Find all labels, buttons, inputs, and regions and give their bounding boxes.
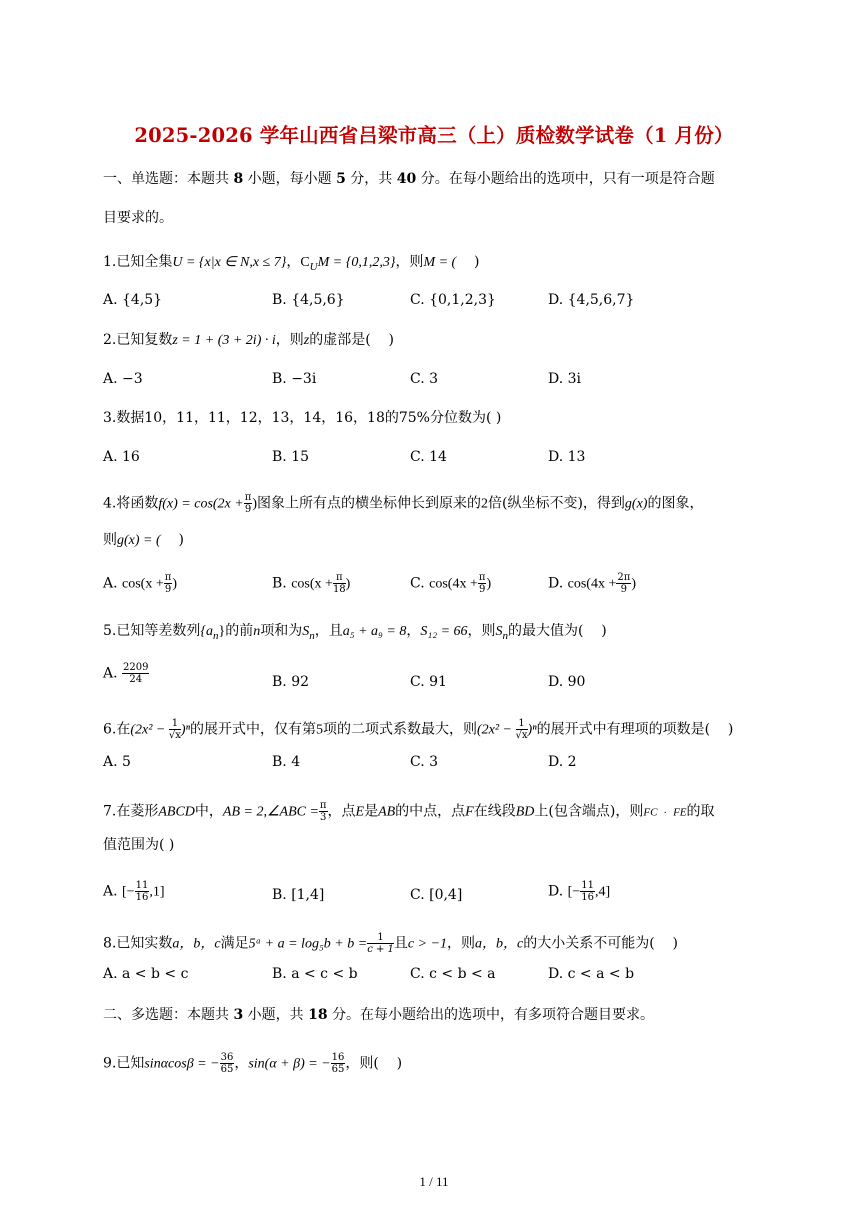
q5-S: S [302,624,310,639]
q9-frac-2-num: 16 [331,1052,345,1063]
q8-option-c: C. c < b < a [410,966,496,982]
q5-option-a [103,662,149,685]
q4-option-expr: cos(4x + [429,576,478,592]
q6-frac [516,718,528,741]
q8-option-b: B. a < c < b [272,966,358,982]
q4-text: 图象上所有点的横坐标伸长到原来的 [256,495,481,512]
q5-n: n [253,624,261,639]
q7-text: 上(包含端点)，则 [534,803,644,820]
q9-text: ， [234,1055,249,1072]
question-7-line2: 值范围为( ) [103,837,175,853]
q5-text: 的最大值为( ) [508,623,607,639]
q1-universal-set: U = {x|x ∈ N,x ≤ 7} [172,255,287,270]
q4-frac-den: 9 [244,504,252,515]
q1-option-d: D. {4,5,6,7} [548,292,635,308]
q7-option-frac-num: 11 [135,880,149,891]
q9-frac-2-den: 65 [331,1064,345,1075]
q7-text: 的取 [686,803,715,820]
q8-text: 且 [393,935,408,952]
q4-option-frac-num: π [478,572,486,583]
q5-option-frac [122,662,149,685]
q4-option-d [548,572,636,595]
q5-text: ，则 [467,623,496,639]
q2-option-d: D. 3i [548,371,582,387]
q2-option-c: C. 3 [410,371,439,387]
q7-text: 的中点，点 [395,803,466,820]
section2-text: 分。在每小题给出的选项中，有多项符合题目要求。 [327,1007,655,1023]
q7-text: 中， [194,803,223,820]
section1-text: 小题，每小题 [243,171,337,187]
q4-option-close: ) [486,576,492,592]
q5-text: 的前 [225,623,254,639]
q6-frac-den: √x [515,730,528,741]
q5-S-sub: n [502,629,509,642]
q9-condition-1: sinαcosβ = − [144,1056,220,1072]
section1-count: 8 [233,171,244,187]
section1-text: 一、单选题：本题共 [103,171,234,187]
q4-option-label: D. [548,575,568,592]
q3-option-a: A. 16 [103,449,140,465]
question-8 [103,932,678,955]
q6-expr-close: )ⁿ [527,722,537,738]
q7-dot: · [663,806,668,819]
q7-frac-den: 3 [320,812,327,823]
q4-option-frac-num: 2π [617,572,631,583]
q9-frac-1-den: 65 [220,1064,234,1075]
q7-option-frac-num: 11 [581,880,594,891]
q4-text: 倍(纵坐标不变)，得到 [487,495,625,512]
q2-text: ，则 [275,332,304,348]
q4-option-frac [333,572,346,595]
question-2 [103,330,394,351]
q1-option-b: B. {4,5,6} [272,292,345,308]
q8-frac-den: c + 1 [367,944,394,955]
q5-S-sub: n [309,629,315,642]
q4-g: g(x) [624,496,648,512]
q7-option-frac-den: 16 [135,892,149,903]
q4-option-c [410,572,491,595]
q7-vector-FE: FE [673,806,687,819]
q4-frac-num: π [244,492,252,503]
q1-option-a: A. {4,5} [103,292,163,308]
q6-option-a: A. 5 [103,754,131,770]
q5-option-b: B. 92 [272,674,310,690]
q3-option-c: C. 14 [410,449,447,465]
q6-option-d: D. 2 [548,754,577,770]
q7-condition: AB = 2,∠ABC = [222,804,319,820]
q8-option-a: A. a < b < c [103,966,189,982]
q4-option-frac-den: 9 [620,584,628,595]
section1-intro-line2: 目要求的。 [103,210,173,226]
q7-text: 是 [364,803,379,820]
q7-option-frac [580,880,595,903]
q4-option-expr: cos(x + [122,576,164,592]
q7-frac-num: π [319,800,327,811]
q4-text: 4.将函数 [103,495,159,512]
q7-option-label: D. [548,883,568,900]
q4-close: ) [252,496,257,512]
section2-count: 3 [233,1007,244,1023]
q6-expr-close: )ⁿ [180,722,190,738]
q4-option-frac-den: 9 [478,584,486,595]
q7-segment-BD: BD [515,804,535,820]
q6-text: 6.在 [103,721,131,738]
q5-seq-sub: n [212,629,219,642]
q5-S: S [495,624,503,639]
q6-frac-den: √x [168,730,181,741]
q7-point-F: F [465,804,474,820]
question-4 [103,492,703,515]
section1-text: 分，共 [345,171,397,187]
q7-text: 在线段 [473,803,516,820]
q5-text: 5.已知等差数列 [103,623,201,639]
q9-condition-2: sin(α + β) = − [248,1056,331,1072]
q4-option-expr: cos(4x + [567,576,617,592]
section1-total: 40 [396,171,417,187]
q9-text: 9.已知 [103,1055,145,1072]
question-7 [103,800,715,823]
q4-option-close: ) [172,576,177,592]
q4-option-expr: cos(x + [291,576,333,592]
q5-text: 项和为 [260,623,303,639]
q9-frac-2 [331,1052,346,1075]
q4-option-close: ) [631,576,636,592]
section2-text: 小题，共 [243,1007,309,1023]
q1-text: ，则 [395,254,424,270]
q5-condition-2: S₁₂ = 66 [420,624,468,639]
question-9 [103,1052,402,1075]
q4-g-blank: g(x) = ( [117,533,161,548]
q7-point-E: E [355,804,365,820]
q1-text: ， [286,254,301,270]
section1-each: 5 [336,171,346,187]
q9-text: ，则( ) [345,1055,403,1072]
q6-frac-num: 1 [516,718,528,730]
q5-option-c: C. 91 [410,674,447,690]
q5-option-frac-num: 2209 [123,662,149,673]
q2-z: z [303,333,310,348]
q8-condition-2: c > −1 [407,936,448,952]
q4-option-frac-den: 9 [164,584,172,595]
q6-frac-num: 1 [169,718,181,730]
question-6 [103,718,733,741]
section2-total: 18 [308,1007,328,1023]
section2-intro [103,1005,654,1025]
q8-text: ，则 [447,935,476,952]
q4-option-frac [616,572,631,595]
exam-title: 2025-2026 学年山西省吕梁市高三（上）质检数学试卷（1 月份） [134,124,734,147]
question-4-line2 [103,530,184,551]
q5-condition-1: a₅ + a₉ = 8 [342,624,407,639]
q4-factor: 2 [480,496,488,512]
q8-frac [367,932,394,955]
q8-text: 的大小关系不可能为( ) [523,935,678,952]
q7-frac [319,800,328,823]
question-3: 3.数据10，11，11，12，13，14，16，18的75%分位数为( ) [103,410,502,426]
q2-text: 的虚部是( ) [309,332,394,348]
q4-text: 则 [103,532,117,548]
q2-complex-def: z = 1 + (3 + 2i) · i [172,333,276,348]
q7-option-c: C. [0,4] [410,887,463,903]
q1-complement: C [300,255,310,270]
q4-paren: ) [160,532,184,548]
q6-option-c: C. 3 [410,754,439,770]
q7-text: 7.在菱形 [103,803,159,820]
q5-text: ， [406,623,421,639]
section1-intro [103,169,715,189]
q1-paren: ) [456,254,480,270]
q7-option-d [548,880,610,903]
q6-term-index: 5 [315,722,323,738]
page-number: 1 / 11 [419,1174,449,1189]
section1-text: 分。在每小题给出的选项中，只有一项是符合题 [416,171,715,187]
q7-option-open: [− [122,884,135,900]
q6-expr: (2x² − [476,722,516,738]
q4-option-b [272,572,350,595]
q6-text: 的展开式中，仅有第 [189,721,316,738]
q8-text: 8.已知实数 [103,935,173,952]
q4-option-label: C. [410,575,430,592]
q7-vector-FC: FC [643,806,658,819]
q6-text: 项的二项式系数最大，则 [322,721,477,738]
q9-frac-1-num: 36 [220,1052,234,1063]
q6-text: 的展开式中有理项的项数是( ) [536,721,734,738]
q8-text: 满足 [220,935,249,952]
q2-option-b: B. −3i [272,371,317,387]
q8-frac-num: 1 [367,932,394,944]
q4-option-frac-num: π [164,572,172,583]
q8-option-d: D. c < a < b [548,966,635,982]
q4-option-label: B. [272,575,292,592]
q1-complement-set: M = {0,1,2,3} [317,255,396,270]
q2-option-a: A. −3 [103,371,143,387]
q6-option-b: B. 4 [272,754,301,770]
q7-option-close: ,1] [149,884,165,900]
q4-option-frac-den: 18 [332,584,346,595]
q5-text: ，且 [314,623,343,639]
q1-text: 1.已知全集 [103,254,173,270]
q7-option-b: B. [1,4] [272,887,325,903]
q7-option-a [103,880,164,903]
q5-option-d: D. 90 [548,674,586,690]
question-1 [103,252,479,277]
q8-vars: a，b，c [172,936,221,952]
q2-text: 2.已知复数 [103,332,173,348]
q6-expr: (2x² − [130,722,169,738]
q7-rhombus: ABCD [158,804,195,820]
q5-seq-close: } [218,624,226,639]
q4-option-frac-num: π [333,572,346,584]
q4-text: 的图象， [647,495,704,512]
q3-option-b: B. 15 [272,449,310,465]
q7-option-open: [− [567,884,581,900]
q7-option-label: A. [103,883,123,900]
q4-function: f(x) = cos(2x + [158,496,244,512]
q7-segment-AB: AB [378,804,396,820]
q1-complement-sub: U [309,260,318,273]
q4-option-close: ) [345,576,351,592]
q4-option-a [103,572,177,595]
q1-answer-blank: M = ( [423,255,457,270]
q4-option-label: A. [103,575,123,592]
q5-option-label: A. [103,665,123,682]
q7-option-frac [135,880,150,903]
q1-option-c: C. {0,1,2,3} [410,292,496,308]
q3-option-d: D. 13 [548,449,586,465]
q7-option-close: ,4] [594,884,611,900]
q5-option-frac-den: 24 [129,674,143,685]
q8-condition: 5ᵃ + a = log₅b + b = [248,936,368,952]
section2-text: 二、多选题：本题共 [103,1007,234,1023]
q9-frac-1 [220,1052,235,1075]
q8-vars: a，b，c [475,936,524,952]
q7-option-frac-den: 16 [581,892,594,903]
question-5 [103,621,607,646]
q7-text: ，点 [327,803,356,820]
q5-seq: {a [200,624,213,639]
q6-frac [169,718,181,741]
